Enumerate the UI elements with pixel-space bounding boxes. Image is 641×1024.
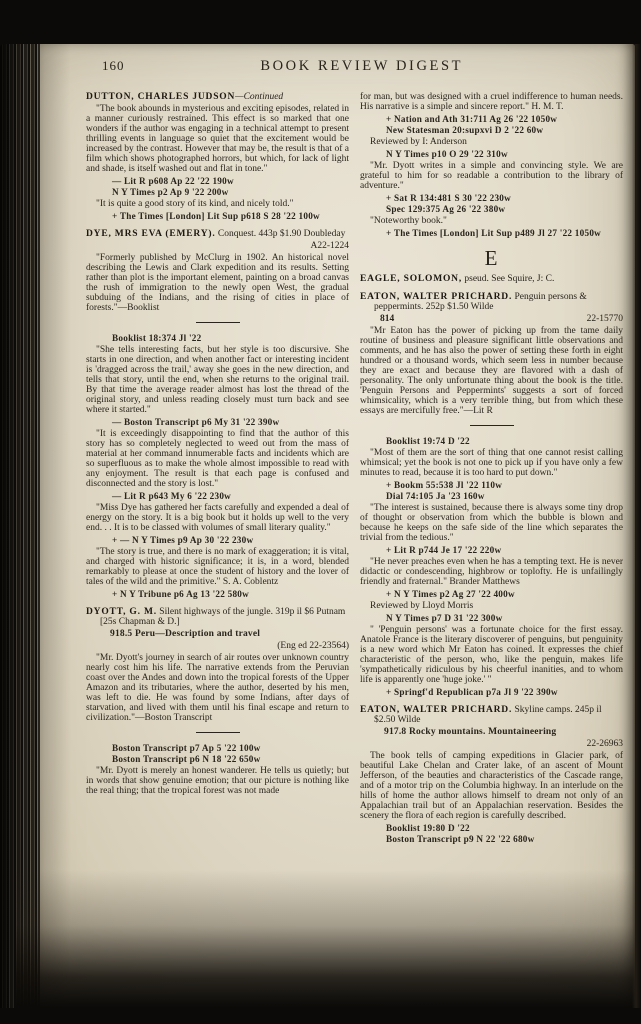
citation: + Springf'd Republican p7a Jl 9 '22 390w [386,687,558,697]
citation: Boston Transcript p9 N 22 '22 680w [386,834,535,844]
citation: Boston Transcript p7 Ap 5 '22 100w [112,743,261,753]
two-column-text [86,90,623,845]
right-page-edge [632,44,641,1008]
continued-heading [86,92,349,102]
quote: "Mr. Dyott writes in a simple and convincing style. We are grateful to him for so readable a contribution to the library of adventure." [360,161,623,191]
divider [86,318,349,328]
quote: "It is quite a good story of its kind, and nicely told." [96,199,294,209]
quote: "He never preaches even when he has a tempting text. He is never didactic or condescending, highbrow or toplofty. He is unfailingly friendly and fraternal." Brander Matthews [360,557,623,587]
refline [86,241,349,251]
citation: + The Times [London] Lit Sup p618 S 28 '22 100w [112,211,320,221]
divider-rule [196,322,240,323]
quote: "The book abounds in mysterious and exciting episodes, related in a manner curiously restrained. This effect is so marked that one wonders if the author was engaging in a technical attempt to present thrilling events in language so quiet that the excitement would be increased by the contrast. However that may be, the result is that of a film which shows photographed horrors, but which, for lack of light and shade, is itself washed out and flat in tone." [86,104,349,174]
paragraph: The book tells of camping expeditions in Glacier park, of beautiful Lake Chelan and Crater lake, of an ascent of Mount Jefferson, of the beauties and characteristics of the Cascade range, and of a motor trip on the Columbia highway. In an interlude on the hills of home the author allows himself to dream not only of an Appalachian trail but of an Appalachian reservation. Besides the scenery the flora of each region is carefully described. [360,751,623,821]
quote: "Miss Dye has gathered her facts carefully and expended a deal of energy on the story. It is a big book but it holds up well to the very end. . . It is to be classed with volumes of small literary quality." [86,503,349,533]
quote: "She tells interesting facts, but her style is too discursive. She starts in one direction, and when another fact or interesting incident is 'dragged across the trail,' away she goes in the new direction, and tells that story, until the end, when she returns to the original trail. By that time the average reader almost has lost the thread of the original story, and unless reading closely must turn back and see where it started." [86,345,349,415]
reviewed: Reviewed by Lloyd Morris [370,601,474,611]
page-number: 160 [102,58,125,73]
citation: N Y Times p7 D 31 '22 300w [386,613,503,623]
citation: + The Times [London] Lit Sup p489 Jl 27 '22 1050w [386,228,602,238]
citation: Spec 129:375 Ag 26 '22 380w [386,204,506,214]
quote: "Mr Eaton has the power of picking up from the tame daily routine of business and pleasure significant little observations and comments, and he has also the power of setting these forth in eight hundred or a thousand words, which seem less in number because they are exact and because they are flavored with a dash of personality. The only unfortunate thing about the book is the title. 'Penguin Persons and Peppermints' suggests a sort of forced whimsicality, which is a very terrible thing, but from which these essays are mercifully free."—Lit R [360,326,623,416]
quote: "Mr. Dyott's journey in search of air routes over unknown country nearly cost him his life. The narrative extends from the Peruvian coast over the Andes and down into the tropical forests of the Upper Amazon and its tributaries, where the author, deserted by his men, was left to die. He was found by some Indians, after days of starvation, and lived with them until his final escape and return to civilization."—Boston Transcript [86,653,349,723]
citation: Booklist 19:74 D '22 [386,436,470,446]
citation: + Lit R p744 Je 17 '22 220w [386,545,502,555]
citation: + N Y Tribune p6 Ag 13 '22 580w [112,589,250,599]
continued-label: —Continued [235,92,284,102]
refline [86,641,349,651]
reference-number: (Eng ed 22-23564) [277,641,349,651]
divider-rule [470,425,514,426]
reference-number: A22-1224 [310,241,349,251]
citation: + N Y Times p2 Ag 27 '22 400w [386,589,515,599]
citation: — Boston Transcript p6 My 31 '22 390w [112,417,280,427]
citation: + Nation and Ath 31:711 Ag 26 '22 1050w [386,114,558,124]
reference-number: 22-15770 [586,314,623,324]
section-letter: E [484,246,499,270]
divider [360,421,623,431]
refline [360,314,623,324]
entry-name: EATON, WALTER PRICHARD. [360,292,513,302]
reference-number: 22-26963 [586,739,623,749]
divider [86,728,349,738]
quote: "It is exceedingly disappointing to find that the author of this story has so completely neglected to weed out from the mass of material at her command innumerable facts and incidents which are so superfluous as to make the whole almost impossible to read with any enjoyment. The result is that each page is confused and disconnected and the story is lost." [86,429,349,489]
entry-heading: EATON, WALTER PRICHARD. Skyline camps. 245p il $2.50 Wilde [360,705,602,725]
entry-name: DUTTON, CHARLES JUDSON [86,92,236,102]
page-header [86,58,623,75]
citation: — Lit R p643 My 6 '22 230w [112,491,232,501]
entry-name: EAGLE, SOLOMON, [360,274,462,284]
citation: + Bookm 55:538 Jl '22 110w [386,480,503,490]
entry-name: DYOTT, G. M. [86,607,157,617]
entry-heading: DYOTT, G. M. Silent highways of the jungle. 319p il $6 Putnam [25s Chapman & D.] [86,607,346,627]
entry-name: DYE, MRS EVA (EMERY). [86,229,216,239]
citation: Boston Transcript p6 N 18 '22 650w [112,754,261,764]
entry-name: EATON, WALTER PRICHARD. [360,705,513,715]
entry-heading: DYE, MRS EVA (EMERY). Conquest. 443p $1.90 Doubleday [86,229,346,239]
quote: "Formerly published by McClurg in 1902. An historical novel describing the Lewis and Clark expedition and its results. Setting rather than plot is the important element, painting on a broad canvas the rush of immigration to the newly open West, the gradual subduing of the Indians, and the rising of cities in place of forests."—Booklist [86,253,349,313]
running-title: BOOK REVIEW DIGEST [260,58,464,74]
quote: "Noteworthy book." [370,216,447,226]
quote: " 'Penguin persons' was a fortunate choice for the first essay. Anatole France is the literary discoverer of penguins, but penguinity is a new word which Mr Eaton has coined. It expresses the chief characteristic of the person, who, like the penguin, makes life 'sympathetically ridiculous by his cheerful inanities, and to whom life is apparently one 'huge joke.' " [360,625,623,685]
citation: — Lit R p608 Ap 22 '22 190w [112,176,234,186]
divider-rule [196,732,240,733]
refline [360,739,623,749]
citation: + Sat R 134:481 S 30 '22 230w [386,193,512,203]
classline: 918.5 Peru—Description and travel [110,629,261,639]
page-content [16,44,635,1008]
quote: "The interest is sustained, because there is always some tiny drop of thought or observation from which the bubble is blown and because he keeps on the safe side of the line which separates the trivial from the tedious." [360,503,623,543]
classline: 917.8 Rocky mountains. Mountaineering [384,727,557,737]
citation: Booklist 19:80 D '22 [386,823,470,833]
class-number: 814 [380,314,395,324]
quote: for man, but was designed with a cruel indifference to human needs. His narrative is a simple and sincere report." H. M. T. [360,92,623,112]
citation: New Statesman 20:supxvi D 2 '22 60w [386,125,544,135]
citation: Dial 74:105 Ja '23 160w [386,491,485,501]
left-column [86,90,349,845]
citation: + — N Y Times p9 Ap 30 '22 230w [112,535,254,545]
quote: "The story is true, and there is no mark of exaggeration; it is vital, and charged with historic significance; it is, in a word, blended remarkably to please at once the student of history and the lover of tales of the wild and the primitive." S. A. Coblentz [86,547,349,587]
citation: N Y Times p10 O 29 '22 310w [386,149,508,159]
reviewed: Reviewed by I: Anderson [370,137,467,147]
entry-heading: EAGLE, SOLOMON, pseud. See Squire, J: C. [360,274,555,284]
right-column [360,90,623,845]
citation: N Y Times p2 Ap 9 '22 200w [112,187,229,197]
quote: "Mr. Dyott is merely an honest wanderer. He tells us quietly; but in words that show genuine emotion; that our picture is nothing like the real thing; that the tropical forest was not made [86,766,349,796]
quote: "Most of them are the sort of thing that one cannot resist calling whimsical; yet the book is not one to pick up if you have only a few minutes to read, because it is too hard to put down." [360,448,623,478]
citation: Booklist 18:374 Jl '22 [112,333,202,343]
entry-heading: EATON, WALTER PRICHARD. Penguin persons & peppermints. 252p $1.50 Wilde [360,292,587,312]
